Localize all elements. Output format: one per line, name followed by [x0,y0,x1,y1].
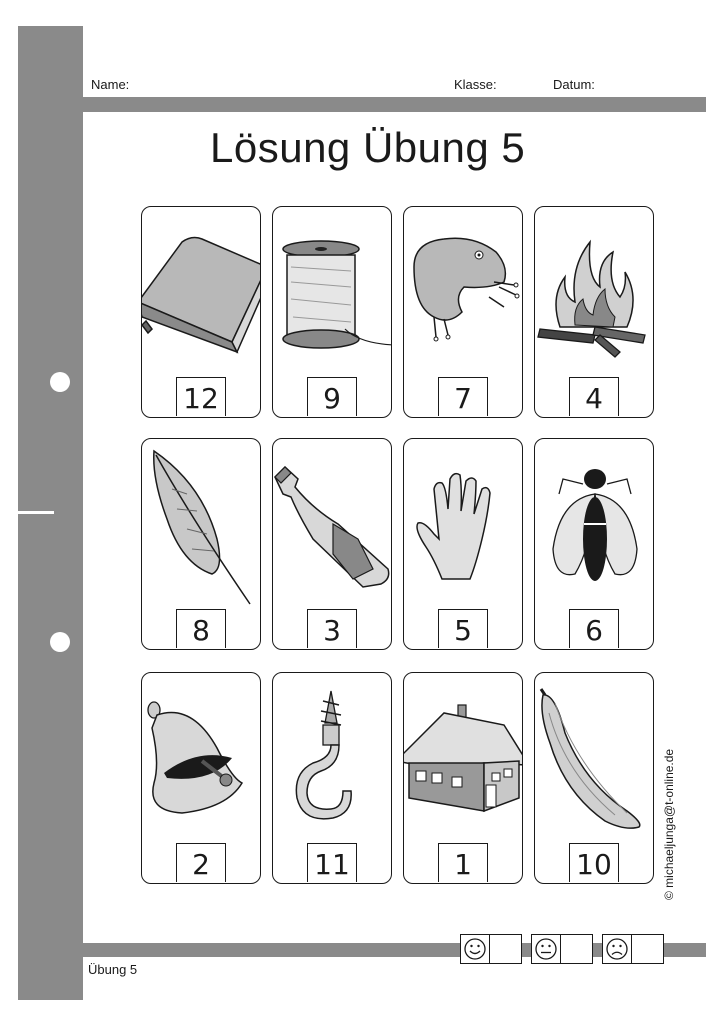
card-number: 11 [307,843,357,882]
date-label: Datum: [553,77,595,92]
card-hook [272,672,392,884]
copyright-text: © michaeljunga@t-online.de [662,748,676,900]
card-cucumber [534,672,654,884]
card-number: 2 [176,843,226,882]
card-house [403,672,523,884]
card-frog [403,206,523,418]
card-number: 7 [438,377,488,416]
card-hand [403,438,523,650]
binder-center-mark [18,511,54,514]
card-pencil-case [141,206,261,418]
smiley-sad-icon [602,934,632,964]
card-number: 3 [307,609,357,648]
card-number: 4 [569,377,619,416]
rating-box[interactable] [490,934,522,964]
card-fly [534,438,654,650]
header-bar [83,97,706,112]
card-fire [534,206,654,418]
rating-box[interactable] [561,934,593,964]
smiley-happy-icon [460,934,490,964]
card-number: 10 [569,843,619,882]
name-label: Name: [91,77,130,92]
card-number: 12 [176,377,226,416]
card-bell [141,672,261,884]
footer-label: Übung 5 [88,962,138,977]
rating-neutral [531,934,593,964]
page-title: Lösung Übung 5 [210,124,526,171]
card-feather [141,438,261,650]
class-label: Klasse: [454,77,497,92]
rating-happy [460,934,522,964]
punch-hole [50,372,70,392]
card-number: 8 [176,609,226,648]
card-number: 9 [307,377,357,416]
card-bottle [272,438,392,650]
smiley-neutral-icon [531,934,561,964]
punch-hole [50,632,70,652]
card-thread-spool [272,206,392,418]
rating-box[interactable] [632,934,664,964]
rating-sad [602,934,664,964]
card-number: 6 [569,609,619,648]
card-number: 1 [438,843,488,882]
card-number: 5 [438,609,488,648]
